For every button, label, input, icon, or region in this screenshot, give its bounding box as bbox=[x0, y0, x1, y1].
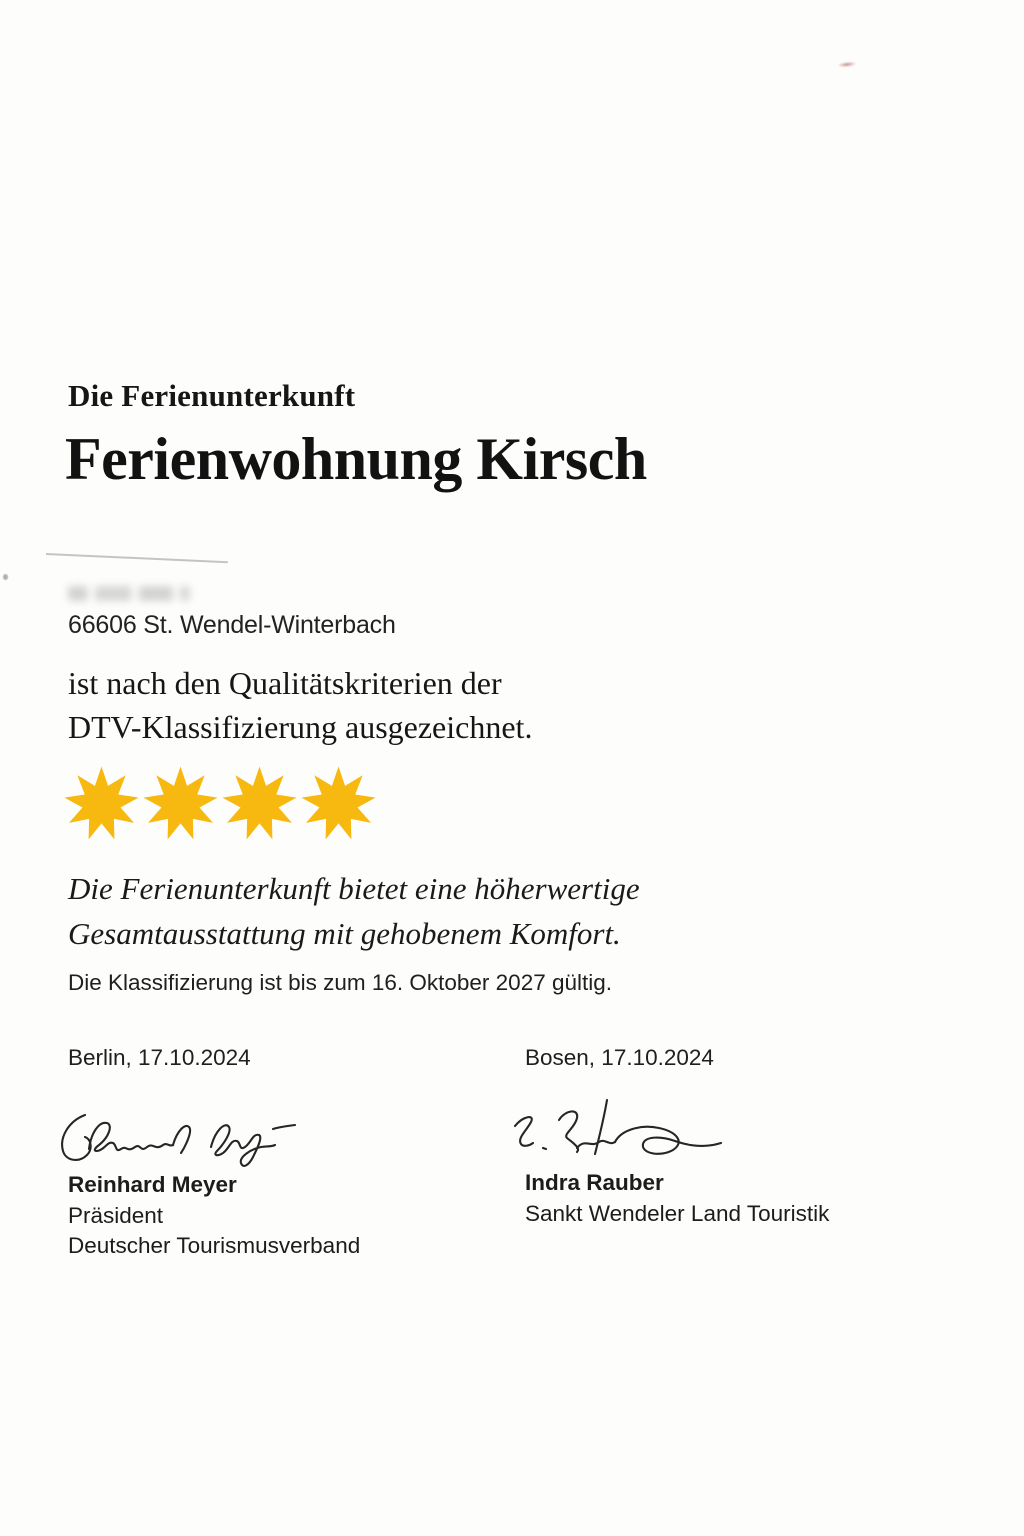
validity-line: Die Klassifizierung ist bis zum 16. Oktober 2027 gültig. bbox=[68, 970, 613, 995]
scan-artifact-line bbox=[46, 553, 228, 563]
description-line-2: Gesamtausstattung mit gehobenem Komfort. bbox=[68, 916, 621, 951]
place-date-right: Bosen, 17.10.2024 bbox=[525, 1045, 714, 1070]
signatory-right-organization: Sankt Wendeler Land Touristik bbox=[525, 1200, 830, 1226]
redacted-street-address bbox=[68, 586, 190, 601]
place-date-left: Berlin, 17.10.2024 bbox=[68, 1045, 251, 1070]
statement-line-1: ist nach den Qualitätskriterien der bbox=[68, 665, 502, 701]
signatory-left-organization: Deutscher Tourismusverband bbox=[68, 1233, 361, 1258]
scan-artifact-red-mark bbox=[838, 61, 856, 68]
signature-reinhard-meyer bbox=[55, 1103, 305, 1175]
signatory-left-role: Präsident bbox=[68, 1202, 164, 1228]
dtv-star-icon bbox=[141, 762, 220, 848]
property-name: Ferienwohnung Kirsch bbox=[65, 426, 647, 492]
location-line: 66606 St. Wendel-Winterbach bbox=[68, 611, 396, 639]
description-line-1: Die Ferienunterkunft bietet eine höherwertige bbox=[68, 871, 640, 906]
signature-indra-rauber bbox=[503, 1096, 733, 1174]
scan-artifact-edge-dot bbox=[3, 574, 8, 580]
statement-line-2: DTV-Klassifizierung ausgezeichnet. bbox=[68, 709, 533, 745]
dtv-star-icon bbox=[220, 762, 299, 848]
signatory-left bbox=[68, 1170, 360, 1262]
rating-description bbox=[68, 866, 640, 956]
signatory-right bbox=[525, 1168, 829, 1229]
dtv-star-icon bbox=[62, 762, 141, 848]
signatory-right-name: Indra Rauber bbox=[525, 1170, 664, 1195]
signatory-left-name: Reinhard Meyer bbox=[68, 1172, 237, 1197]
dtv-star-icon bbox=[299, 762, 378, 848]
classification-statement bbox=[68, 661, 532, 749]
intro-line: Die Ferienunterkunft bbox=[68, 378, 356, 413]
star-rating bbox=[62, 762, 378, 848]
